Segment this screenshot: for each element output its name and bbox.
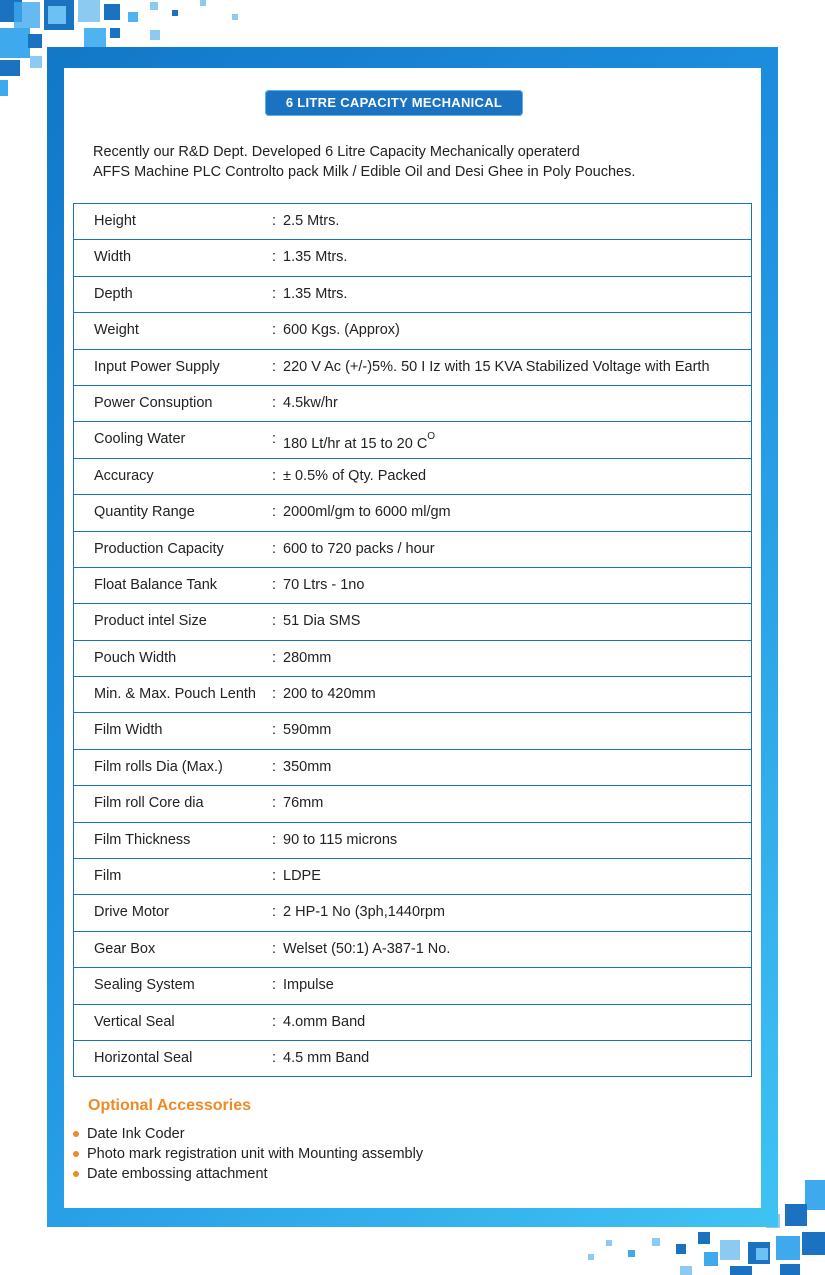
- table-row: [74, 458, 752, 494]
- spec-value: 590mm: [283, 722, 332, 739]
- spec-label: Cooling Water: [94, 431, 186, 448]
- spec-value: 280mm: [283, 649, 332, 666]
- table-row: [74, 422, 752, 458]
- spec-value: 220 V Ac (+/-)5%. 50 I Iz with 15 KVA Stabilized Voltage with Earth: [283, 358, 710, 375]
- spec-value: 1.35 Mtrs.: [283, 285, 348, 302]
- spec-value: 600 to 720 packs / hour: [283, 540, 435, 557]
- spec-label: Product intel Size: [94, 613, 207, 630]
- table-row: [74, 1004, 752, 1040]
- table-row: [74, 385, 752, 421]
- page-title: 6 LITRE CAPACITY MECHANICAL: [265, 90, 523, 116]
- spec-colon: :: [272, 249, 277, 266]
- bullet-icon: [73, 1171, 79, 1177]
- table-row: [74, 822, 752, 858]
- bullet-icon: [73, 1131, 79, 1137]
- table-row: [74, 240, 752, 276]
- spec-value: 90 to 115 microns: [283, 831, 398, 848]
- spec-label: Gear Box: [94, 940, 156, 957]
- intro-line-1: Recently our R&D Dept. Developed 6 Litre Capacity Mechanically operaterd: [93, 144, 580, 160]
- spec-label: Film: [94, 868, 122, 885]
- spec-colon: :: [272, 467, 277, 484]
- spec-colon: :: [272, 540, 277, 557]
- bullet-icon: [73, 1151, 79, 1157]
- spec-label: Height: [94, 213, 136, 229]
- optional-accessories-title: Optional Accessories: [88, 1097, 252, 1114]
- spec-label: Drive Motor: [94, 904, 169, 921]
- spec-value: 4.omm Band: [283, 1013, 366, 1030]
- intro-text: [93, 142, 753, 182]
- spec-colon: :: [272, 686, 277, 703]
- spec-label: Width: [94, 249, 132, 266]
- spec-value: 51 Dia SMS: [283, 613, 361, 630]
- spec-value: 2 HP-1 No (3ph,1440rpm: [283, 904, 445, 921]
- list-item: Photo mark registration unit with Mounting assembly: [72, 1144, 423, 1164]
- spec-value: 350mm: [283, 758, 332, 775]
- degree-superscript: O: [427, 431, 436, 443]
- spec-label: Production Capacity: [94, 540, 224, 557]
- spec-colon: :: [272, 977, 277, 994]
- spec-value: 4.5kw/hr: [283, 394, 338, 411]
- table-row: [74, 349, 752, 385]
- spec-colon: :: [272, 758, 277, 775]
- spec-colon: :: [272, 576, 277, 593]
- spec-label: Pouch Width: [94, 649, 177, 666]
- spec-table: [73, 203, 752, 1077]
- table-row: [74, 677, 752, 713]
- table-row: [74, 968, 752, 1004]
- spec-colon: :: [272, 1049, 277, 1066]
- table-row: [74, 276, 752, 312]
- table-row: [74, 786, 752, 822]
- spec-colon: :: [272, 213, 277, 229]
- spec-label: Horizontal Seal: [94, 1049, 193, 1066]
- spec-colon: :: [272, 940, 277, 957]
- spec-colon: :: [272, 613, 277, 630]
- spec-colon: :: [272, 431, 277, 448]
- spec-value: 1.35 Mtrs.: [283, 249, 348, 266]
- spec-label: Accuracy: [94, 467, 154, 484]
- spec-label: Sealing System: [94, 977, 195, 994]
- spec-value: 200 to 420mm: [283, 686, 376, 703]
- spec-value: 70 Ltrs - 1no: [283, 576, 365, 593]
- spec-value: 180 Lt/hr at 15 to 20 $C^O$: [283, 431, 436, 453]
- spec-value: 2.5 Mtrs.: [283, 213, 340, 229]
- spec-value: ± 0.5% of Qty. Packed: [283, 467, 427, 484]
- spec-label: Film roll Core dia: [94, 795, 204, 812]
- table-row: [74, 713, 752, 749]
- spec-colon: :: [272, 649, 277, 666]
- table-row: [74, 859, 752, 895]
- spec-colon: :: [272, 831, 277, 848]
- spec-label: Power Consuption: [94, 394, 213, 411]
- table-row: [74, 640, 752, 676]
- spec-colon: :: [272, 394, 277, 411]
- spec-colon: :: [272, 722, 277, 739]
- spec-colon: :: [272, 868, 277, 885]
- spec-label: Float Balance Tank: [94, 576, 218, 593]
- spec-label: Min. & Max. Pouch Lenth: [94, 686, 256, 703]
- table-row: [74, 895, 752, 931]
- intro-line-2: AFFS Machine PLC Controlto pack Milk / Edible Oil and Desi Ghee in Poly Pouches.: [93, 164, 636, 180]
- spec-colon: :: [272, 1013, 277, 1030]
- spec-value: 2000ml/gm to 6000 ml/gm: [283, 504, 451, 521]
- spec-colon: :: [272, 504, 277, 521]
- table-row: [74, 604, 752, 640]
- spec-label: Film Width: [94, 722, 163, 739]
- table-row: [74, 531, 752, 567]
- spec-label: Input Power Supply: [94, 358, 220, 375]
- list-item: Date embossing attachment: [72, 1164, 423, 1184]
- spec-label: Weight: [94, 322, 139, 339]
- table-row: [74, 495, 752, 531]
- spec-colon: :: [272, 322, 277, 339]
- spec-label: Film rolls Dia (Max.): [94, 758, 223, 775]
- spec-value: Impulse: [283, 977, 334, 994]
- spec-value: 76mm: [283, 795, 324, 812]
- table-row: [74, 313, 752, 349]
- spec-colon: :: [272, 904, 277, 921]
- spec-value: 600 Kgs. (Approx): [283, 322, 400, 339]
- spec-colon: :: [272, 795, 277, 812]
- spec-colon: :: [272, 358, 277, 375]
- table-row: [74, 567, 752, 603]
- spec-label: Depth: [94, 285, 133, 302]
- table-row: [74, 1040, 752, 1076]
- spec-colon: :: [272, 285, 277, 302]
- spec-value: 4.5 mm Band: [283, 1049, 370, 1066]
- spec-label: Vertical Seal: [94, 1013, 175, 1030]
- table-row: [74, 749, 752, 785]
- spec-value: LDPE: [283, 868, 321, 885]
- spec-label: Quantity Range: [94, 504, 195, 521]
- spec-label: Film Thickness: [94, 831, 191, 848]
- table-row: [74, 204, 752, 240]
- table-row: [74, 931, 752, 967]
- list-item: Date Ink Coder: [72, 1124, 423, 1144]
- optional-accessories-list: [72, 1124, 423, 1184]
- spec-value: Welset (50:1) A-387-1 No.: [283, 940, 451, 957]
